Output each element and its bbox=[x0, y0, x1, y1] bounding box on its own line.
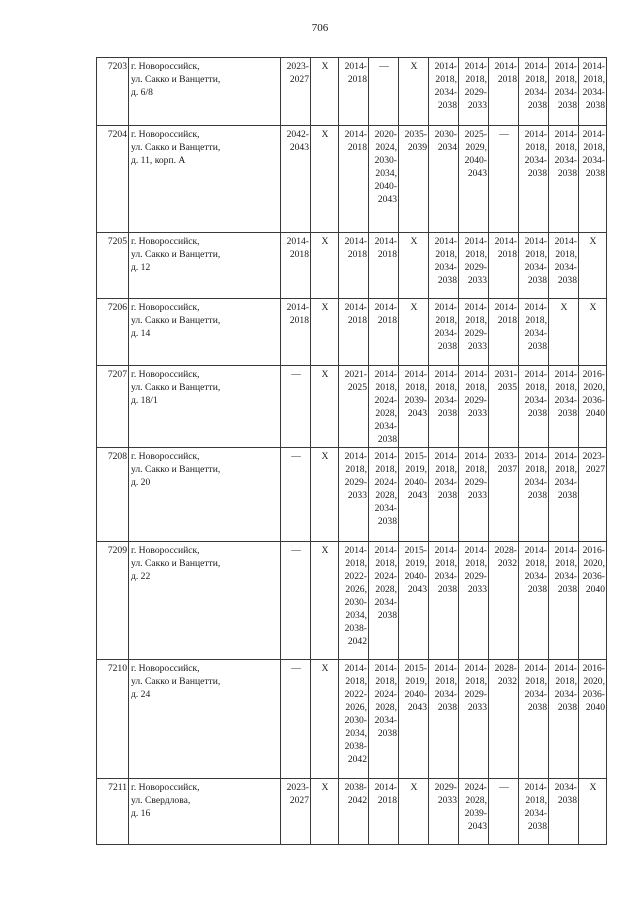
period-cell: 2014- 2018, 2034- 2038 bbox=[579, 58, 607, 126]
period-cell: 2020- 2024, 2030- 2034, 2040- 2043 bbox=[369, 126, 399, 233]
address-line: ул. Сакко и Ванцетти, bbox=[131, 249, 221, 260]
period-cell: 2014- 2018 bbox=[489, 299, 519, 366]
address-line: д. 18/1 bbox=[131, 395, 158, 406]
period-cell: 2033- 2037 bbox=[489, 448, 519, 542]
period-cell: 2014- 2018, 2034- 2038 bbox=[549, 660, 579, 779]
period-cell: 2014- 2018, 2039- 2043 bbox=[399, 366, 429, 448]
period-cell: — bbox=[281, 366, 311, 448]
address-cell bbox=[129, 448, 281, 542]
period-cell: 2014- 2018, 2029- 2033 bbox=[339, 448, 369, 542]
period-cell: X bbox=[311, 660, 339, 779]
address-line: г. Новороссийск, bbox=[131, 782, 200, 793]
row-number: 7206 bbox=[97, 299, 129, 366]
period-cell: 2015- 2019, 2040- 2043 bbox=[399, 660, 429, 779]
period-cell: 2014- 2018, 2029- 2033 bbox=[459, 233, 489, 299]
period-cell: 2014- 2018, 2029- 2033 bbox=[459, 542, 489, 660]
period-cell: 2014- 2018, 2034- 2038 bbox=[429, 366, 459, 448]
period-cell: X bbox=[399, 233, 429, 299]
period-cell: X bbox=[311, 448, 339, 542]
period-cell: 2014- 2018, 2024- 2028, 2034- 2038 bbox=[369, 542, 399, 660]
period-cell: 2014- 2018 bbox=[339, 58, 369, 126]
address-line: д. 24 bbox=[131, 689, 151, 700]
period-cell: 2014- 2018, 2029- 2033 bbox=[459, 366, 489, 448]
period-cell: 2016- 2020, 2036- 2040 bbox=[579, 542, 607, 660]
period-cell: 2014- 2018 bbox=[489, 233, 519, 299]
period-cell: 2042- 2043 bbox=[281, 126, 311, 233]
period-cell: 2014- 2018 bbox=[369, 779, 399, 845]
period-cell: 2014- 2018, 2034- 2038 bbox=[429, 58, 459, 126]
address-line: д. 14 bbox=[131, 328, 151, 339]
address-line: ул. Свердлова, bbox=[131, 795, 191, 806]
period-cell: 2014- 2018, 2034- 2038 bbox=[549, 126, 579, 233]
period-cell: 2014- 2018, 2034- 2038 bbox=[549, 366, 579, 448]
period-cell: 2014- 2018 bbox=[339, 233, 369, 299]
period-cell: 2015- 2019, 2040- 2043 bbox=[399, 542, 429, 660]
address-cell bbox=[129, 660, 281, 779]
address-cell bbox=[129, 366, 281, 448]
row-number: 7204 bbox=[97, 126, 129, 233]
period-cell: X bbox=[579, 779, 607, 845]
period-cell: 2030- 2034 bbox=[429, 126, 459, 233]
period-cell: 2016- 2020, 2036- 2040 bbox=[579, 660, 607, 779]
row-number: 7211 bbox=[97, 779, 129, 845]
address-line: г. Новороссийск, bbox=[131, 663, 200, 674]
address-cell bbox=[129, 233, 281, 299]
period-cell: 2016- 2020, 2036- 2040 bbox=[579, 366, 607, 448]
period-cell: 2025- 2029, 2040- 2043 bbox=[459, 126, 489, 233]
address-line: ул. Сакко и Ванцетти, bbox=[131, 315, 221, 326]
address-line: д. 6/8 bbox=[131, 87, 153, 98]
period-cell: — bbox=[489, 126, 519, 233]
period-cell: 2014- 2018, 2034- 2038 bbox=[429, 542, 459, 660]
address-line: г. Новороссийск, bbox=[131, 302, 200, 313]
period-cell: 2014- 2018, 2034- 2038 bbox=[429, 299, 459, 366]
period-cell: X bbox=[399, 779, 429, 845]
period-cell: X bbox=[549, 299, 579, 366]
row-number: 7205 bbox=[97, 233, 129, 299]
address-line: г. Новороссийск, bbox=[131, 369, 200, 380]
period-cell: 2014- 2018, 2024- 2028, 2034- 2038 bbox=[369, 448, 399, 542]
period-cell: 2014- 2018, 2029- 2033 bbox=[459, 660, 489, 779]
period-cell: 2015- 2019, 2040- 2043 bbox=[399, 448, 429, 542]
address-cell bbox=[129, 58, 281, 126]
period-cell: 2014- 2018, 2034- 2038 bbox=[549, 448, 579, 542]
period-cell: 2014- 2018, 2034- 2038 bbox=[519, 299, 549, 366]
address-line: д. 22 bbox=[131, 571, 151, 582]
period-cell: 2014- 2018, 2034- 2038 bbox=[429, 233, 459, 299]
period-cell: 2014- 2018 bbox=[369, 299, 399, 366]
period-cell: 2021- 2025 bbox=[339, 366, 369, 448]
period-cell: 2014- 2018, 2034- 2038 bbox=[519, 448, 549, 542]
period-cell: X bbox=[311, 58, 339, 126]
period-cell: — bbox=[281, 448, 311, 542]
address-cell bbox=[129, 542, 281, 660]
period-cell: 2028- 2032 bbox=[489, 542, 519, 660]
period-cell: 2014- 2018, 2024- 2028, 2034- 2038 bbox=[369, 660, 399, 779]
period-cell: 2023- 2027 bbox=[281, 58, 311, 126]
period-cell: X bbox=[399, 299, 429, 366]
table-row bbox=[97, 779, 607, 845]
period-cell: 2014- 2018, 2029- 2033 bbox=[459, 58, 489, 126]
period-cell: 2038- 2042 bbox=[339, 779, 369, 845]
address-line: ул. Сакко и Ванцетти, bbox=[131, 74, 221, 85]
period-cell: 2014- 2018, 2034- 2038 bbox=[549, 542, 579, 660]
address-cell bbox=[129, 299, 281, 366]
row-number: 7207 bbox=[97, 366, 129, 448]
period-cell: 2014- 2018, 2034- 2038 bbox=[519, 126, 549, 233]
period-cell: — bbox=[369, 58, 399, 126]
period-cell: 2014- 2018, 2029- 2033 bbox=[459, 448, 489, 542]
period-cell: — bbox=[281, 660, 311, 779]
address-line: г. Новороссийск, bbox=[131, 451, 200, 462]
period-cell: X bbox=[311, 126, 339, 233]
table-row bbox=[97, 366, 607, 448]
period-cell: X bbox=[311, 779, 339, 845]
address-line: ул. Сакко и Ванцетти, bbox=[131, 142, 221, 153]
address-line: д. 20 bbox=[131, 477, 151, 488]
period-cell: X bbox=[311, 299, 339, 366]
period-cell: 2014- 2018 bbox=[489, 58, 519, 126]
table-row bbox=[97, 448, 607, 542]
period-cell: 2035- 2039 bbox=[399, 126, 429, 233]
period-cell: 2014- 2018, 2034- 2038 bbox=[519, 58, 549, 126]
address-line: ул. Сакко и Ванцетти, bbox=[131, 464, 221, 475]
period-cell: — bbox=[281, 542, 311, 660]
period-cell: 2034- 2038 bbox=[549, 779, 579, 845]
address-cell bbox=[129, 779, 281, 845]
period-cell: 2014- 2018 bbox=[339, 299, 369, 366]
period-cell: 2014- 2018, 2034- 2038 bbox=[549, 58, 579, 126]
period-cell: 2014- 2018 bbox=[339, 126, 369, 233]
address-line: ул. Сакко и Ванцетти, bbox=[131, 382, 221, 393]
row-number: 7203 bbox=[97, 58, 129, 126]
period-cell: 2014- 2018, 2034- 2038 bbox=[519, 660, 549, 779]
table-row bbox=[97, 233, 607, 299]
row-number: 7210 bbox=[97, 660, 129, 779]
period-cell: 2014- 2018, 2034- 2038 bbox=[519, 542, 549, 660]
period-cell: X bbox=[311, 542, 339, 660]
period-cell: 2023- 2027 bbox=[281, 779, 311, 845]
address-line: г. Новороссийск, bbox=[131, 545, 200, 556]
period-cell: 2023- 2027 bbox=[579, 448, 607, 542]
table-row bbox=[97, 126, 607, 233]
table-row bbox=[97, 299, 607, 366]
address-line: г. Новороссийск, bbox=[131, 61, 200, 72]
period-cell: 2014- 2018, 2034- 2038 bbox=[579, 126, 607, 233]
table-row bbox=[97, 542, 607, 660]
address-line: г. Новороссийск, bbox=[131, 236, 200, 247]
period-cell: X bbox=[399, 58, 429, 126]
row-number: 7208 bbox=[97, 448, 129, 542]
period-cell: 2014- 2018 bbox=[281, 299, 311, 366]
period-cell: 2028- 2032 bbox=[489, 660, 519, 779]
period-cell: X bbox=[311, 233, 339, 299]
period-cell: 2014- 2018, 2024- 2028, 2034- 2038 bbox=[369, 366, 399, 448]
period-cell: 2014- 2018, 2034- 2038 bbox=[549, 233, 579, 299]
table-row bbox=[97, 660, 607, 779]
period-cell: 2014- 2018, 2034- 2038 bbox=[519, 779, 549, 845]
row-number: 7209 bbox=[97, 542, 129, 660]
register-table bbox=[96, 57, 607, 845]
address-line: ул. Сакко и Ванцетти, bbox=[131, 676, 221, 687]
period-cell: 2014- 2018, 2034- 2038 bbox=[429, 660, 459, 779]
period-cell: 2029- 2033 bbox=[429, 779, 459, 845]
period-cell: 2014- 2018, 2029- 2033 bbox=[459, 299, 489, 366]
period-cell: 2024- 2028, 2039- 2043 bbox=[459, 779, 489, 845]
period-cell: — bbox=[489, 779, 519, 845]
period-cell: X bbox=[579, 233, 607, 299]
table-row bbox=[97, 58, 607, 126]
address-line: д. 16 bbox=[131, 808, 151, 819]
period-cell: 2014- 2018, 2034- 2038 bbox=[519, 233, 549, 299]
period-cell: 2014- 2018, 2022- 2026, 2030- 2034, 2038- 2042 bbox=[339, 542, 369, 660]
page-number: 706 bbox=[311, 22, 329, 34]
period-cell: 2014- 2018, 2034- 2038 bbox=[429, 448, 459, 542]
address-line: д. 12 bbox=[131, 262, 151, 273]
address-line: ул. Сакко и Ванцетти, bbox=[131, 558, 221, 569]
period-cell: 2014- 2018, 2034- 2038 bbox=[519, 366, 549, 448]
period-cell: 2014- 2018, 2022- 2026, 2030- 2034, 2038- 2042 bbox=[339, 660, 369, 779]
period-cell: 2014- 2018 bbox=[369, 233, 399, 299]
address-cell bbox=[129, 126, 281, 233]
period-cell: 2031- 2035 bbox=[489, 366, 519, 448]
period-cell: X bbox=[311, 366, 339, 448]
address-line: д. 11, корп. А bbox=[131, 155, 186, 166]
address-line: г. Новороссийск, bbox=[131, 129, 200, 140]
period-cell: X bbox=[579, 299, 607, 366]
period-cell: 2014- 2018 bbox=[281, 233, 311, 299]
